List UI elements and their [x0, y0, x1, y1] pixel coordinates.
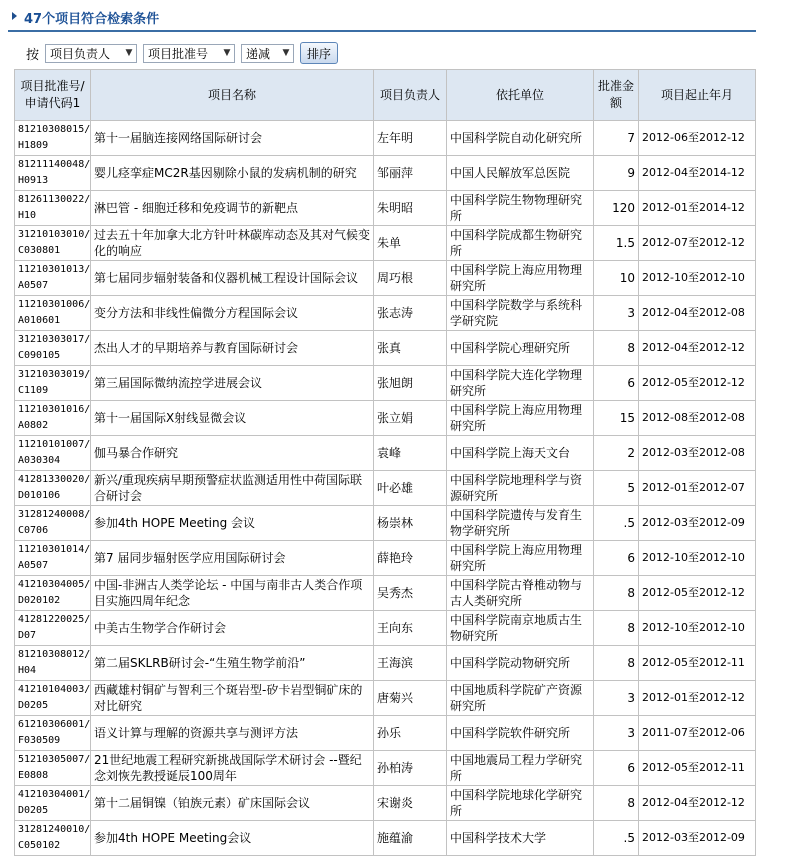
table-row: [15, 821, 756, 856]
approval-number: 51210305007/: [18, 754, 91, 765]
application-code: D0205: [18, 805, 49, 816]
project-name-cell[interactable]: 伽马暴合作研究: [91, 436, 374, 471]
project-code-cell: [15, 261, 91, 296]
table-row: [15, 646, 756, 681]
triangle-right-icon: [12, 12, 17, 20]
project-code-cell: [15, 611, 91, 646]
application-code: C030801: [18, 245, 61, 256]
host-organization-cell: 中国科学院上海天文台: [447, 436, 594, 471]
application-code: A030304: [18, 455, 61, 466]
project-name-cell[interactable]: 第十一届脑连接网络国际研讨会: [91, 121, 374, 156]
project-period-cell: 2012-01至2012-07: [639, 471, 756, 506]
approved-amount-cell: 7: [594, 121, 639, 156]
approved-amount-cell: 5: [594, 471, 639, 506]
project-name-cell[interactable]: 新兴/重现疾病早期预警症状监测适用性中荷国际联合研讨会: [91, 471, 374, 506]
project-period-cell: 2012-04至2012-08: [639, 296, 756, 331]
host-organization-cell: 中国科学院生物物理研究所: [447, 191, 594, 226]
column-header-amount[interactable]: 批准金额: [594, 70, 639, 121]
project-name-cell[interactable]: 中美古生物学合作研讨会: [91, 611, 374, 646]
application-code: A0802: [18, 420, 49, 431]
table-row: [15, 156, 756, 191]
sort-field-primary-value: 项目负责人: [50, 46, 111, 61]
project-leader-cell: 袁峰: [374, 436, 447, 471]
table-row: [15, 121, 756, 156]
table-row: [15, 471, 756, 506]
host-organization-cell: 中国科学院上海应用物理研究所: [447, 541, 594, 576]
project-leader-cell: 王向东: [374, 611, 447, 646]
column-header-code[interactable]: 项目批准号/申请代码1: [15, 70, 91, 121]
project-leader-cell: 薛艳玲: [374, 541, 447, 576]
host-organization-cell: 中国科学院心理研究所: [447, 331, 594, 366]
project-name-cell[interactable]: 参加4th HOPE Meeting 会议: [91, 506, 374, 541]
approval-number: 81261130022/: [18, 194, 91, 205]
sort-field-secondary-value: 项目批准号: [148, 46, 209, 61]
project-code-cell: [15, 751, 91, 786]
host-organization-cell: 中国科学院软件研究所: [447, 716, 594, 751]
project-leader-cell: 张真: [374, 331, 447, 366]
project-period-cell: 2012-04至2014-12: [639, 156, 756, 191]
project-code-cell: [15, 366, 91, 401]
host-organization-cell: 中国科学院数学与系统科学研究院: [447, 296, 594, 331]
project-period-cell: 2012-08至2012-08: [639, 401, 756, 436]
application-code: D010106: [18, 490, 61, 501]
host-organization-cell: 中国地质科学院矿产资源研究所: [447, 681, 594, 716]
chevron-down-icon: ▼: [282, 48, 290, 58]
project-code-cell: [15, 331, 91, 366]
project-name-cell[interactable]: 21世纪地震工程研究新挑战国际学术研讨会 --暨纪念刘恢先教授诞辰100周年: [91, 751, 374, 786]
approved-amount-cell: .5: [594, 821, 639, 856]
host-organization-cell: 中国科学院上海应用物理研究所: [447, 261, 594, 296]
project-period-cell: 2012-04至2012-12: [639, 331, 756, 366]
table-row: [15, 436, 756, 471]
project-period-cell: 2012-10至2012-10: [639, 541, 756, 576]
results-header: [8, 2, 756, 32]
approved-amount-cell: 8: [594, 646, 639, 681]
project-period-cell: 2012-03至2012-09: [639, 821, 756, 856]
table-row: [15, 751, 756, 786]
project-leader-cell: 叶必雄: [374, 471, 447, 506]
table-row: [15, 541, 756, 576]
approval-number: 11210301006/: [18, 299, 91, 310]
project-leader-cell: 张志涛: [374, 296, 447, 331]
project-code-cell: [15, 576, 91, 611]
project-name-cell[interactable]: 第7 届同步辐射医学应用国际研讨会: [91, 541, 374, 576]
sort-field-primary-select[interactable]: [45, 44, 137, 63]
project-name-cell[interactable]: 参加4th HOPE Meeting会议: [91, 821, 374, 856]
approved-amount-cell: 8: [594, 576, 639, 611]
approved-amount-cell: 15: [594, 401, 639, 436]
approval-number: 41210304005/: [18, 579, 91, 590]
approval-number: 11210301013/: [18, 264, 91, 275]
approved-amount-cell: 1.5: [594, 226, 639, 261]
application-code: F030509: [18, 735, 61, 746]
application-code: C050102: [18, 840, 61, 851]
column-header-name[interactable]: 项目名称: [91, 70, 374, 121]
table-header-row: [15, 70, 756, 121]
project-code-cell: [15, 121, 91, 156]
approval-number: 61210306001/: [18, 719, 91, 730]
project-code-cell: [15, 191, 91, 226]
table-row: [15, 191, 756, 226]
project-name-cell[interactable]: 中国-非洲古人类学论坛 - 中国与南非古人类合作项目实施四周年纪念: [91, 576, 374, 611]
project-code-cell: [15, 471, 91, 506]
approved-amount-cell: 3: [594, 681, 639, 716]
table-row: [15, 226, 756, 261]
results-table: [14, 69, 756, 856]
project-leader-cell: 施蕴渝: [374, 821, 447, 856]
application-code: C1109: [18, 385, 49, 396]
table-row: [15, 611, 756, 646]
host-organization-cell: 中国科学院成都生物研究所: [447, 226, 594, 261]
approval-number: 81211140048/: [18, 159, 91, 170]
project-period-cell: 2012-05至2012-12: [639, 366, 756, 401]
project-period-cell: 2011-07至2012-06: [639, 716, 756, 751]
project-name-cell[interactable]: 婴儿痉挛症MC2R基因剔除小鼠的发病机制的研究: [91, 156, 374, 191]
application-code: D0205: [18, 700, 49, 711]
table-row: [15, 506, 756, 541]
project-period-cell: 2012-01至2012-12: [639, 681, 756, 716]
project-leader-cell: 杨崇林: [374, 506, 447, 541]
project-code-cell: [15, 506, 91, 541]
approved-amount-cell: 8: [594, 786, 639, 821]
approved-amount-cell: 8: [594, 611, 639, 646]
project-leader-cell: 邹丽萍: [374, 156, 447, 191]
project-period-cell: 2012-03至2012-08: [639, 436, 756, 471]
application-code: A0507: [18, 280, 49, 291]
approved-amount-cell: 3: [594, 296, 639, 331]
project-leader-cell: 周巧根: [374, 261, 447, 296]
approval-number: 31210103010/: [18, 229, 91, 240]
project-period-cell: 2012-10至2012-10: [639, 261, 756, 296]
project-leader-cell: 张旭朗: [374, 366, 447, 401]
approval-number: 41281330020/: [18, 474, 91, 485]
table-row: [15, 261, 756, 296]
approval-number: 81210308012/: [18, 649, 91, 660]
column-header-period[interactable]: 项目起止年月: [639, 70, 756, 121]
host-organization-cell: 中国科学院遗传与发育生物学研究所: [447, 506, 594, 541]
project-name-cell[interactable]: 过去五十年加拿大北方针叶林碳库动态及其对气候变化的响应: [91, 226, 374, 261]
application-code: H10: [18, 210, 37, 221]
project-code-cell: [15, 646, 91, 681]
project-leader-cell: 张立娟: [374, 401, 447, 436]
column-header-leader[interactable]: 项目负责人: [374, 70, 447, 121]
project-name-cell[interactable]: 西藏雄村铜矿与智利三个斑岩型-矽卡岩型铜矿床的对比研究: [91, 681, 374, 716]
project-leader-cell: 孙乐: [374, 716, 447, 751]
column-header-org[interactable]: 依托单位: [447, 70, 594, 121]
project-period-cell: 2012-01至2014-12: [639, 191, 756, 226]
chevron-down-icon: ▼: [223, 48, 231, 58]
table-row: [15, 401, 756, 436]
project-name-cell[interactable]: 杰出人才的早期培养与教育国际研讨会: [91, 331, 374, 366]
approval-number: 81210308015/: [18, 124, 91, 135]
application-code: H1809: [18, 140, 49, 151]
project-leader-cell: 朱单: [374, 226, 447, 261]
host-organization-cell: 中国科学技术大学: [447, 821, 594, 856]
project-period-cell: 2012-07至2012-12: [639, 226, 756, 261]
approved-amount-cell: 8: [594, 331, 639, 366]
project-code-cell: [15, 821, 91, 856]
project-leader-cell: 朱明昭: [374, 191, 447, 226]
sort-order-value: 递减: [246, 46, 271, 61]
approved-amount-cell: 6: [594, 751, 639, 786]
application-code: C0706: [18, 525, 49, 536]
table-row: [15, 576, 756, 611]
project-name-cell[interactable]: 第十一届国际X射线显微会议: [91, 401, 374, 436]
table-row: [15, 681, 756, 716]
application-code: H0913: [18, 175, 49, 186]
host-organization-cell: 中国科学院地理科学与资源研究所: [447, 471, 594, 506]
project-leader-cell: 孙柏涛: [374, 751, 447, 786]
approval-number: 41210104003/: [18, 684, 91, 695]
project-code-cell: [15, 681, 91, 716]
table-row: [15, 366, 756, 401]
sort-button[interactable]: 排序: [300, 42, 338, 64]
project-name-cell[interactable]: 变分方法和非线性偏微分方程国际会议: [91, 296, 374, 331]
project-name-cell[interactable]: 淋巴管 - 细胞迁移和免疫调节的新靶点: [91, 191, 374, 226]
project-code-cell: [15, 716, 91, 751]
project-code-cell: [15, 156, 91, 191]
host-organization-cell: 中国科学院上海应用物理研究所: [447, 401, 594, 436]
sort-order-select[interactable]: [241, 44, 294, 63]
project-code-cell: [15, 786, 91, 821]
project-name-cell[interactable]: 第二届SKLRB研讨会-“生殖生物学前沿”: [91, 646, 374, 681]
approval-number: 31281240008/: [18, 509, 91, 520]
application-code: D020102: [18, 595, 61, 606]
application-code: E0808: [18, 770, 49, 781]
project-period-cell: 2012-03至2012-09: [639, 506, 756, 541]
approval-number: 41281220025/: [18, 614, 91, 625]
table-row: [15, 716, 756, 751]
approval-number: 11210301016/: [18, 404, 91, 415]
project-name-cell[interactable]: 第十二届铜镍（铂族元素）矿床国际会议: [91, 786, 374, 821]
host-organization-cell: 中国科学院动物研究所: [447, 646, 594, 681]
host-organization-cell: 中国科学院南京地质古生物研究所: [447, 611, 594, 646]
approved-amount-cell: 120: [594, 191, 639, 226]
project-leader-cell: 吴秀杰: [374, 576, 447, 611]
chevron-down-icon: ▼: [125, 48, 133, 58]
approval-number: 31210303017/: [18, 334, 91, 345]
project-period-cell: 2012-05至2012-11: [639, 646, 756, 681]
application-code: C090105: [18, 350, 61, 361]
approval-number: 31281240010/: [18, 824, 91, 835]
project-name-cell[interactable]: 语义计算与理解的资源共享与测评方法: [91, 716, 374, 751]
project-period-cell: 2012-04至2012-12: [639, 786, 756, 821]
project-leader-cell: 唐菊兴: [374, 681, 447, 716]
host-organization-cell: 中国人民解放军总医院: [447, 156, 594, 191]
host-organization-cell: 中国科学院地球化学研究所: [447, 786, 594, 821]
sort-by-label: 按: [26, 47, 40, 63]
host-organization-cell: 中国科学院大连化学物理研究所: [447, 366, 594, 401]
sort-field-secondary-select[interactable]: [143, 44, 235, 63]
project-code-cell: [15, 296, 91, 331]
table-row: [15, 331, 756, 366]
approved-amount-cell: .5: [594, 506, 639, 541]
project-period-cell: 2012-05至2012-11: [639, 751, 756, 786]
host-organization-cell: 中国地震局工程力学研究所: [447, 751, 594, 786]
project-period-cell: 2012-06至2012-12: [639, 121, 756, 156]
approval-number: 11210101007/: [18, 439, 91, 450]
project-code-cell: [15, 436, 91, 471]
application-code: H04: [18, 665, 37, 676]
project-leader-cell: 王海滨: [374, 646, 447, 681]
project-period-cell: 2012-05至2012-12: [639, 576, 756, 611]
host-organization-cell: 中国科学院自动化研究所: [447, 121, 594, 156]
application-code: A0507: [18, 560, 49, 571]
project-name-cell[interactable]: 第七届同步辐射装备和仪器机械工程设计国际会议: [91, 261, 374, 296]
approved-amount-cell: 6: [594, 366, 639, 401]
project-code-cell: [15, 226, 91, 261]
host-organization-cell: 中国科学院古脊椎动物与古人类研究所: [447, 576, 594, 611]
project-leader-cell: 宋谢炎: [374, 786, 447, 821]
results-count-title: 47个项目符合检索条件: [24, 12, 160, 27]
project-period-cell: 2012-10至2012-10: [639, 611, 756, 646]
approval-number: 31210303019/: [18, 369, 91, 380]
application-code: A010601: [18, 315, 61, 326]
approved-amount-cell: 9: [594, 156, 639, 191]
sort-toolbar: [26, 42, 338, 64]
approved-amount-cell: 2: [594, 436, 639, 471]
approved-amount-cell: 6: [594, 541, 639, 576]
approval-number: 11210301014/: [18, 544, 91, 555]
approved-amount-cell: 10: [594, 261, 639, 296]
application-code: D07: [18, 630, 37, 641]
approval-number: 41210304001/: [18, 789, 91, 800]
project-leader-cell: 左年明: [374, 121, 447, 156]
table-row: [15, 296, 756, 331]
approved-amount-cell: 3: [594, 716, 639, 751]
project-code-cell: [15, 541, 91, 576]
table-row: [15, 786, 756, 821]
project-name-cell[interactable]: 第三届国际微纳流控学进展会议: [91, 366, 374, 401]
project-code-cell: [15, 401, 91, 436]
